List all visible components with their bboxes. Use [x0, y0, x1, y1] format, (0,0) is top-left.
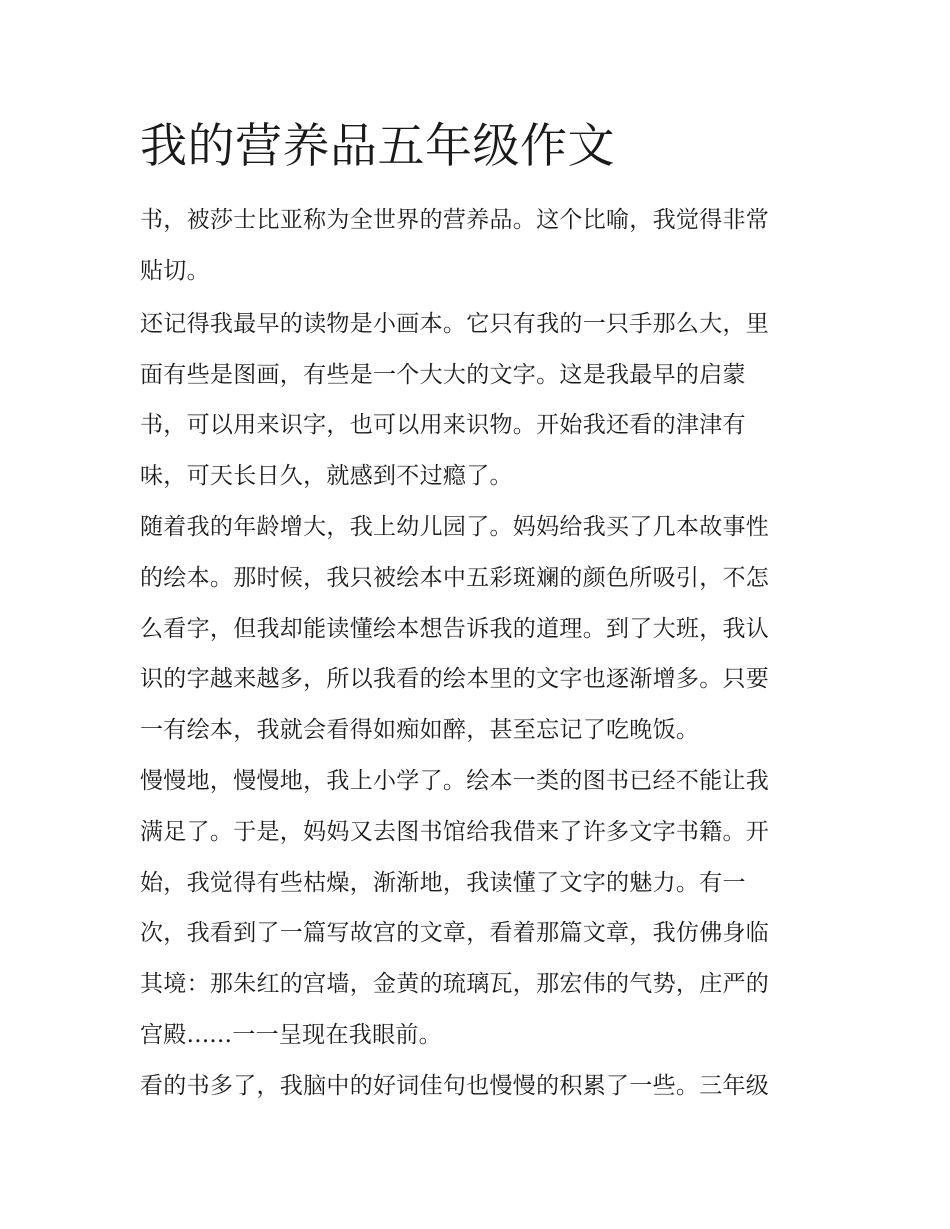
text-line: 看的书多了，我脑中的好词佳句也慢慢的积累了一些。三年级: [140, 1073, 770, 1099]
text-line: 宫殿......一一呈现在我眼前。: [140, 1022, 442, 1048]
text-line: 的绘本。那时候，我只被绘本中五彩斑斓的颜色所吸引，不怎: [140, 565, 770, 591]
text-line: 随着我的年龄增大，我上幼儿园了。妈妈给我买了几本故事性: [140, 514, 770, 540]
text-line: 还记得我最早的读物是小画本。它只有我的一只手那么大，里: [140, 311, 770, 337]
text-line: 其境：那朱红的宫墙，金黄的琉璃瓦，那宏伟的气势，庄严的: [140, 971, 770, 997]
text-line: 贴切。: [140, 258, 210, 284]
text-line: 味，可天长日久，就感到不过瘾了。: [140, 463, 513, 489]
text-line: 书，被莎士比亚称为全世界的营养品。这个比喻，我觉得非常: [140, 207, 770, 233]
text-line: 满足了。于是，妈妈又去图书馆给我借来了许多文字书籍。开: [140, 819, 770, 845]
text-line: 次，我看到了一篇写故宫的文章，看着那篇文章，我仿佛身临: [140, 920, 770, 946]
text-line: 识的字越来越多，所以我看的绘本里的文字也逐渐增多。只要: [140, 666, 770, 692]
text-line: 么看字，但我却能读懂绘本想告诉我的道理。到了大班，我认: [140, 616, 770, 642]
text-line: 慢慢地，慢慢地，我上小学了。绘本一类的图书已经不能让我: [140, 768, 770, 794]
text-line: 面有些是图画，有些是一个大大的文字。这是我最早的启蒙: [140, 362, 746, 388]
text-line: 始，我觉得有些枯燥，渐渐地，我读懂了文字的魅力。有一: [140, 870, 746, 896]
document-title: 我的营养品五年级作文: [140, 119, 615, 174]
text-line: 书，可以用来识字，也可以用来识物。开始我还看的津津有: [140, 412, 746, 438]
text-line: 一有绘本，我就会看得如痴如醉，甚至忘记了吃晚饭。: [140, 717, 700, 743]
